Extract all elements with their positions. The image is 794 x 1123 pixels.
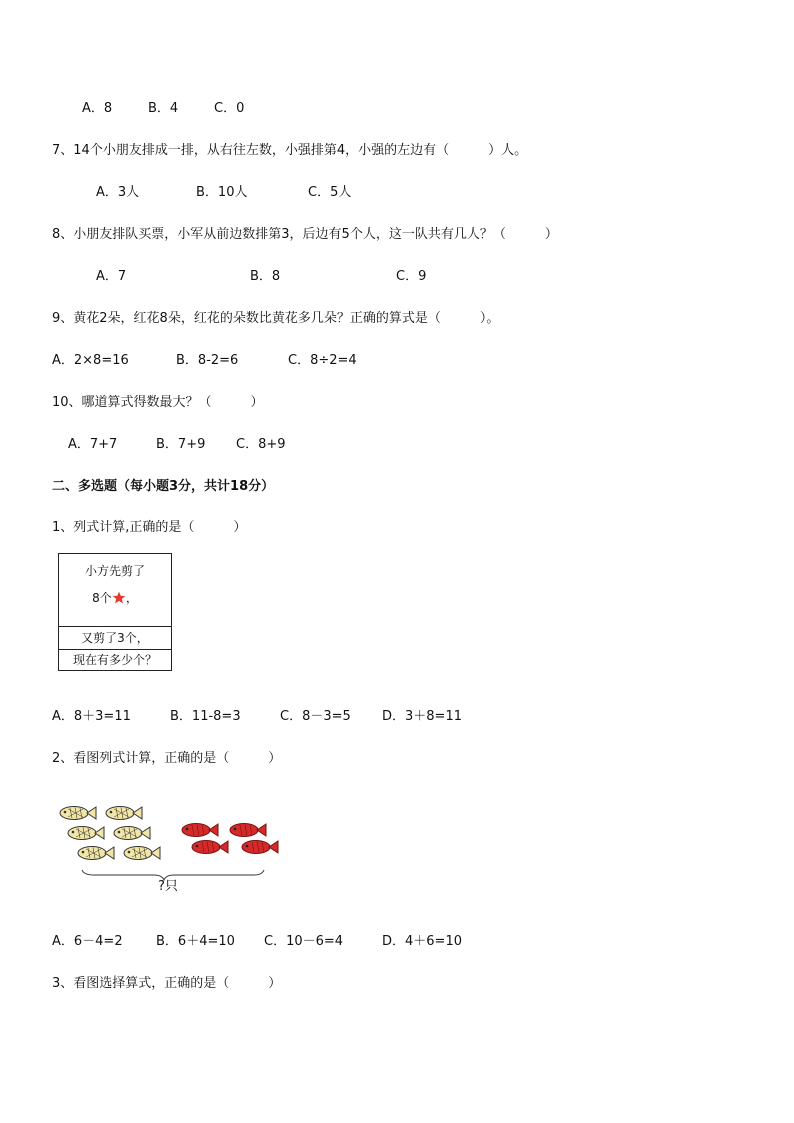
- box-top-cell: [59, 554, 171, 626]
- q8-option-c: C．9: [396, 269, 427, 284]
- q6-option-b: B．4: [148, 101, 179, 116]
- section-2-title: 二、多选题（每小题3分，共计18分）: [52, 479, 275, 494]
- m2-option-d: D．4＋6=10: [382, 934, 462, 949]
- red-fish-icon: [242, 841, 278, 854]
- box-line-2: 8个: [92, 591, 112, 605]
- multi-question-1: 1、列式计算,正确的是（ ）: [52, 520, 247, 535]
- q10-option-b: B．7+9: [156, 437, 206, 452]
- word-problem-box: [58, 553, 172, 671]
- question-9: 9、黄花2朵，红花8朵，红花的朵数比黄花多几朵？正确的算式是（ ）。: [52, 311, 500, 326]
- q6-option-c: C．0: [214, 101, 245, 116]
- m2-option-c: C．10－6=4: [264, 934, 344, 949]
- q10-option-c: C．8+9: [236, 437, 286, 452]
- yellow-fish-icon: [106, 807, 142, 820]
- multi-question-2: 2、看图列式计算，正确的是（ ）: [52, 751, 282, 766]
- q10-option-a: A．7+7: [68, 437, 118, 452]
- box-line-2-wrap: [59, 589, 171, 606]
- q9-option-c: C．8÷2=4: [288, 353, 357, 368]
- question-7: 7、14个小朋友排成一排，从右往左数，小强排第4，小强的左边有（ ）人。: [52, 143, 528, 158]
- question-10: 10、哪道算式得数最大？（ ）: [52, 395, 264, 410]
- box-line-1: 小方先剪了: [84, 564, 145, 578]
- q6-option-a: A．8: [82, 101, 113, 116]
- red-fish-icon: [230, 824, 266, 837]
- question-8: 8、小朋友排队买票，小军从前边数排第3，后边有5个人，这一队共有几人？（ ）: [52, 227, 558, 242]
- yellow-fish-icon: [114, 827, 150, 840]
- yellow-fish-icon: [60, 807, 96, 820]
- m2-option-b: B．6＋4=10: [156, 934, 235, 949]
- box-line-4: 现在有多少个？: [59, 649, 171, 671]
- m2-option-a: A．6－4=2: [52, 934, 123, 949]
- q9-option-b: B．8-2=6: [176, 353, 239, 368]
- box-line-2-suffix: ，: [125, 591, 138, 605]
- red-fish-icon: [182, 824, 218, 837]
- q8-option-b: B．8: [250, 269, 281, 284]
- q7-option-b: B．10人: [196, 185, 248, 200]
- red-fish-icon: [192, 841, 228, 854]
- q8-option-a: A．7: [96, 269, 127, 284]
- q9-option-a: A．2×8=16: [52, 353, 129, 368]
- m1-option-d: D．3＋8=11: [382, 709, 462, 724]
- yellow-fish-icon: [124, 847, 160, 860]
- box-line-3: 又剪了3个，: [59, 626, 171, 649]
- q7-option-c: C．5人: [308, 185, 352, 200]
- star-icon: [112, 591, 126, 604]
- m1-option-b: B．11-8=3: [170, 709, 241, 724]
- yellow-fish-icon: [78, 847, 114, 860]
- multi-question-3: 3、看图选择算式，正确的是（ ）: [52, 976, 282, 991]
- m1-option-a: A．8＋3=11: [52, 709, 131, 724]
- brace-label: ?只: [158, 879, 178, 894]
- q7-option-a: A．3人: [96, 185, 140, 200]
- yellow-fish-icon: [68, 827, 104, 840]
- m1-option-c: C．8－3=5: [280, 709, 351, 724]
